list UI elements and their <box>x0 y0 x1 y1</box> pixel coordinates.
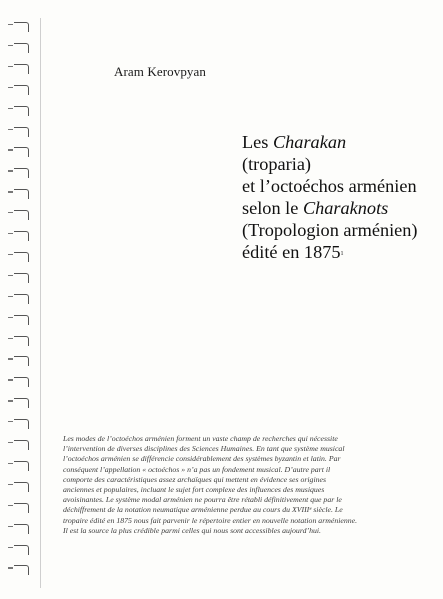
ring-tick <box>8 233 13 234</box>
ring-hook <box>14 189 29 199</box>
ring-tick <box>8 108 13 109</box>
abstract-line: anciennes et populaires, incluant le sujet fort complexe des influences des musiques <box>63 485 325 495</box>
ring-hook <box>14 545 29 555</box>
title-line-6: édité en 1875$^1$ <box>242 242 344 262</box>
spiral-binding-ring-icon <box>8 64 30 75</box>
abstract-line: l’octoéchos arménien se différencie considérablement des systèmes byzantin et latin. Par <box>63 454 341 464</box>
spiral-binding-ring-icon <box>8 106 30 117</box>
abstract-line: tropaire édité en 1875 nous fait parvenir le répertoire entier en nouvelle notation arménienne. <box>63 515 358 525</box>
ring-tick <box>8 421 13 422</box>
spiral-binding-ring-icon <box>8 482 30 493</box>
ring-hook <box>14 106 29 116</box>
ring-hook <box>14 210 29 220</box>
spiral-binding <box>0 0 40 599</box>
ring-hook <box>14 461 29 471</box>
ring-tick <box>8 66 13 67</box>
spiral-binding-ring-icon <box>8 43 30 54</box>
title-line-5: (Tropologion arménien) <box>242 220 418 240</box>
abstract-line: l’intervention de diverses disciplines des Sciences Humaines. En tant que système musical <box>63 444 345 454</box>
spiral-binding-ring-icon <box>8 127 30 138</box>
ring-tick <box>8 129 13 130</box>
title-line-4: selon le Charaknots <box>242 198 389 218</box>
ring-hook <box>14 524 29 534</box>
spiral-binding-ring-icon <box>8 524 30 535</box>
ring-hook <box>14 356 29 366</box>
ring-hook <box>14 252 29 262</box>
spiral-binding-ring-icon <box>8 252 30 263</box>
spiral-binding-ring-icon <box>8 273 30 284</box>
ring-tick <box>8 505 13 506</box>
abstract-line: déchiffrement de la notation neumatique arménienne perdue au cours du XVIIIᵉ siècle. Le <box>63 505 343 515</box>
footnote-mark: 1 <box>340 251 344 257</box>
ring-tick <box>8 379 13 380</box>
ring-tick <box>8 149 13 150</box>
title-line-3: et l’octoéchos arménien <box>242 176 417 196</box>
page-edge-line <box>40 18 41 588</box>
ring-tick <box>8 442 13 443</box>
abstract-line: Il est la source la plus crédible parmi celles qui nous sont accessibles aujourd’hui. <box>63 525 321 535</box>
spiral-binding-ring-icon <box>8 294 30 305</box>
ring-hook <box>14 377 29 387</box>
ring-tick <box>8 275 13 276</box>
document-title <box>242 131 418 263</box>
ring-hook <box>14 231 29 241</box>
abstract-line: conséquent l’appellation « octoéchos » n’a pas un fondement musical. D’autre part il <box>63 464 331 474</box>
spiral-binding-ring-icon <box>8 231 30 242</box>
ring-hook <box>14 315 29 325</box>
spiral-binding-ring-icon <box>8 315 30 326</box>
ring-tick <box>8 24 13 25</box>
ring-tick <box>8 358 13 359</box>
spiral-binding-ring-icon <box>8 189 30 200</box>
ring-hook <box>14 85 29 95</box>
ring-hook <box>14 147 29 157</box>
spiral-binding-ring-icon <box>8 147 30 158</box>
spiral-binding-ring-icon <box>8 210 30 221</box>
spiral-binding-ring-icon <box>8 377 30 388</box>
title-italic-charakan: Charakan <box>272 132 347 152</box>
spiral-binding-ring-icon <box>8 85 30 96</box>
ring-tick <box>8 400 13 401</box>
ring-hook <box>14 398 29 408</box>
ring-tick <box>8 170 13 171</box>
spiral-binding-ring-icon <box>8 22 30 33</box>
spiral-binding-ring-icon <box>8 440 30 451</box>
spiral-binding-ring-icon <box>8 419 30 430</box>
spiral-binding-ring-icon <box>8 461 30 472</box>
ring-tick <box>8 296 13 297</box>
ring-hook <box>14 503 29 513</box>
abstract-line: Les modes de l’octoéchos arménien forment un vaste champ de recherches qui nécessite <box>63 434 338 443</box>
ring-tick <box>8 254 13 255</box>
ring-tick <box>8 547 13 548</box>
ring-hook <box>14 294 29 304</box>
ring-tick <box>8 463 13 464</box>
abstract-line: avoisinantes. Le système modal arménien ne pourra être rétabli définitivement que par le <box>63 495 342 505</box>
ring-hook <box>14 22 29 32</box>
ring-hook <box>14 64 29 74</box>
spiral-binding-ring-icon <box>8 168 30 179</box>
ring-hook <box>14 482 29 492</box>
spiral-binding-ring-icon <box>8 398 30 409</box>
ring-hook <box>14 168 29 178</box>
ring-hook <box>14 273 29 283</box>
ring-hook <box>14 127 29 137</box>
ring-hook <box>14 565 29 575</box>
title-line-2: (troparia) <box>242 154 312 174</box>
ring-tick <box>8 212 13 213</box>
ring-tick <box>8 526 13 527</box>
ring-tick <box>8 45 13 46</box>
ring-tick <box>8 567 13 568</box>
abstract-line: comporte des caractéristiques assez archaïques qui mettent en évidence ses origines <box>63 474 327 484</box>
ring-tick <box>8 87 13 88</box>
ring-hook <box>14 336 29 346</box>
spiral-binding-ring-icon <box>8 545 30 556</box>
ring-hook <box>14 440 29 450</box>
spiral-binding-ring-icon <box>8 565 30 576</box>
abstract-paragraph <box>63 434 435 536</box>
ring-tick <box>8 317 13 318</box>
spiral-binding-ring-icon <box>8 336 30 347</box>
title-italic-charaknots: Charaknots <box>302 198 389 218</box>
ring-tick <box>8 338 13 339</box>
title-line-1: Les Charakan <box>242 132 347 152</box>
author-name: Aram Kerovpyan <box>114 64 207 79</box>
ring-tick <box>8 191 13 192</box>
spiral-binding-ring-icon <box>8 503 30 514</box>
ring-tick <box>8 484 13 485</box>
ring-hook <box>14 43 29 53</box>
ring-hook <box>14 419 29 429</box>
spiral-binding-ring-icon <box>8 356 30 367</box>
